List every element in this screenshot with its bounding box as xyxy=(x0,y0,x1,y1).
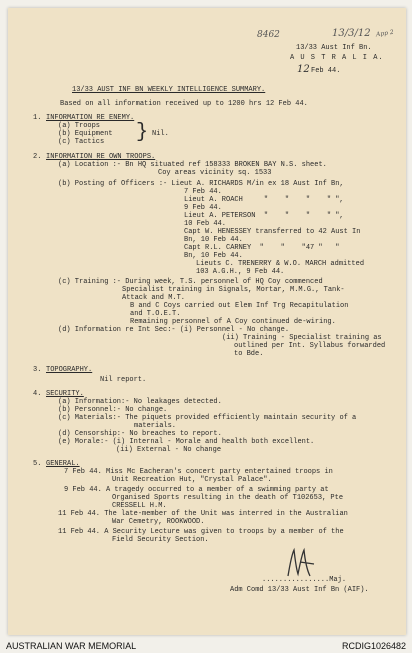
s4-line: materials. xyxy=(134,422,177,430)
s2-line: to Bde. xyxy=(234,350,264,358)
s4-line: (ii) External - No change xyxy=(116,446,222,454)
s3-text: Nil report. xyxy=(100,376,147,384)
s2-line: outlined per Int. Syllabus forwarded xyxy=(234,342,386,350)
s4-line: (c) Materials:- The piquets provided efficiently maintain security of a xyxy=(58,414,357,422)
signature-role: Adm Comd 13/33 Aust Inf Bn (AIF). xyxy=(230,586,369,594)
intro-text: Based on all information received up to 1200 hrs 12 Feb 44. xyxy=(60,100,308,108)
s5-line: Unit Recreation Hut, "Crystal Palace". xyxy=(112,476,272,484)
handwritten-date-mark: 13/3/12 xyxy=(332,28,371,39)
s1-nil: Nil. xyxy=(152,130,169,138)
s5-line: 7 Feb 44. Miss Mc Eacheran's concert party entertained troops in xyxy=(64,468,333,476)
archive-footer xyxy=(0,639,412,653)
footer-institution: AUSTRALIAN WAR MEMORIAL xyxy=(6,641,137,651)
signature-line: ................Maj. xyxy=(262,576,347,584)
section-1-number: 1. xyxy=(33,114,42,122)
s2-line: (ii) Training - Specialist training as xyxy=(222,334,382,342)
s5-line: 11 Feb 44. A Security Lecture was given to troops by a member of the xyxy=(58,528,344,536)
s2-line: 9 Feb 44. xyxy=(184,204,222,212)
section-4-heading: SECURITY. xyxy=(46,390,84,398)
s2-line: Lieuts C. TRENERRY & W.O. MARCH admitted xyxy=(196,260,365,268)
s1-tactics: (c) Tactics xyxy=(58,138,105,146)
s4-line: (b) Personnel:- No change. xyxy=(58,406,168,414)
s2-line: 103 A.G.H., 9 Feb 44. xyxy=(196,268,285,276)
s2-line: and T.O.E.T. xyxy=(130,310,181,318)
s2-line: Lieut A. PETERSON " " " " ", xyxy=(184,212,344,220)
s2-line: Lieut A. ROACH " " " " ", xyxy=(184,196,344,204)
s2-line: Bn, 10 Feb 44. xyxy=(184,252,243,260)
unit-header: 13/33 Aust Inf Bn. xyxy=(296,44,372,52)
s2-line: 10 Feb 44. xyxy=(184,220,227,228)
s1-brace: } xyxy=(136,121,149,144)
s2-line: B and C Coys carried out Elem Inf Trg Recapitulation xyxy=(130,302,349,310)
s2-line: Remaining personnel of A Coy continued de-wiring. xyxy=(130,318,336,326)
handwritten-date-day: 12 xyxy=(297,64,310,75)
section-4-number: 4. xyxy=(33,390,42,398)
s5-line: CRESSELL H.M. xyxy=(112,502,167,510)
section-2-number: 2. xyxy=(33,153,42,161)
header-date: Feb 44. xyxy=(311,67,341,75)
country-header: A U S T R A L I A. xyxy=(290,54,384,62)
s1-troops: (a) Troops xyxy=(58,122,101,130)
footer-record-id: RCDIG1026482 xyxy=(341,641,406,651)
s4-line: (d) Censorship:- No breaches to report. xyxy=(58,430,222,438)
section-3-heading: TOPOGRAPHY. xyxy=(46,366,93,374)
section-2-heading: INFORMATION RE OWN TROOPS. xyxy=(46,153,156,161)
section-1-heading: INFORMATION RE ENEMY. xyxy=(46,114,135,122)
summary-title: 13/33 AUST INF BN WEEKLY INTELLIGENCE SUMMARY. xyxy=(72,86,266,94)
s2-line: Attack and M.T. xyxy=(122,294,186,302)
s5-line: 9 Feb 44. A tragedy occurred to a member of a swimming party at xyxy=(64,486,329,494)
section-5-number: 5. xyxy=(33,460,42,468)
handwritten-appendix-tag: App 2 xyxy=(375,28,395,39)
s2-line: Capt R.L. CARNEY " " "47 " " xyxy=(184,244,340,252)
s2-line: (c) Training :- During week, T.S. personnel of HQ Coy commenced xyxy=(58,278,323,286)
s5-line: War Cemetry, ROOKWOOD. xyxy=(112,518,205,526)
section-5-heading: GENERAL. xyxy=(46,460,80,468)
s2-line: (d) Information re Int Sec:- (i) Personnel - No change. xyxy=(58,326,290,334)
s2-line: 7 Feb 44. xyxy=(184,188,222,196)
s5-line: Field Security Section. xyxy=(112,536,209,544)
s2-line: (b) Posting of Officers :- Lieut A. RICHARDS M/in ex 18 Aust Inf Bn, xyxy=(58,180,344,188)
s4-line: (e) Morale:- (i) Internal - Morale and health both excellent. xyxy=(58,438,315,446)
s2-line: Specialist training in Signals, Mortar, M.M.G., Tank- xyxy=(122,286,345,294)
s5-line: 11 Feb 44. The late-member of the Unit was interred in the Australian xyxy=(58,510,348,518)
s4-line: (a) Information:- No leakages detected. xyxy=(58,398,222,406)
s2-location: (a) Location :- Bn HQ situated ref 158333 BROKEN BAY N.S. sheet. xyxy=(58,161,327,169)
s2-line: Capt W. HENESSEY transferred to 42 Aust In xyxy=(184,228,361,236)
section-3-number: 3. xyxy=(33,366,42,374)
handwritten-reference-number: 8462 xyxy=(257,30,280,40)
s1-equipment: (b) Equipment xyxy=(58,130,113,138)
s2-location-cont: Coy areas vicinity sq. 1533 xyxy=(158,169,272,177)
handwritten-signature xyxy=(282,546,322,580)
s5-line: Organised Sports resulting in the death of T102653, Pte xyxy=(112,494,344,502)
s2-line: Bn, 10 Feb 44. xyxy=(184,236,243,244)
